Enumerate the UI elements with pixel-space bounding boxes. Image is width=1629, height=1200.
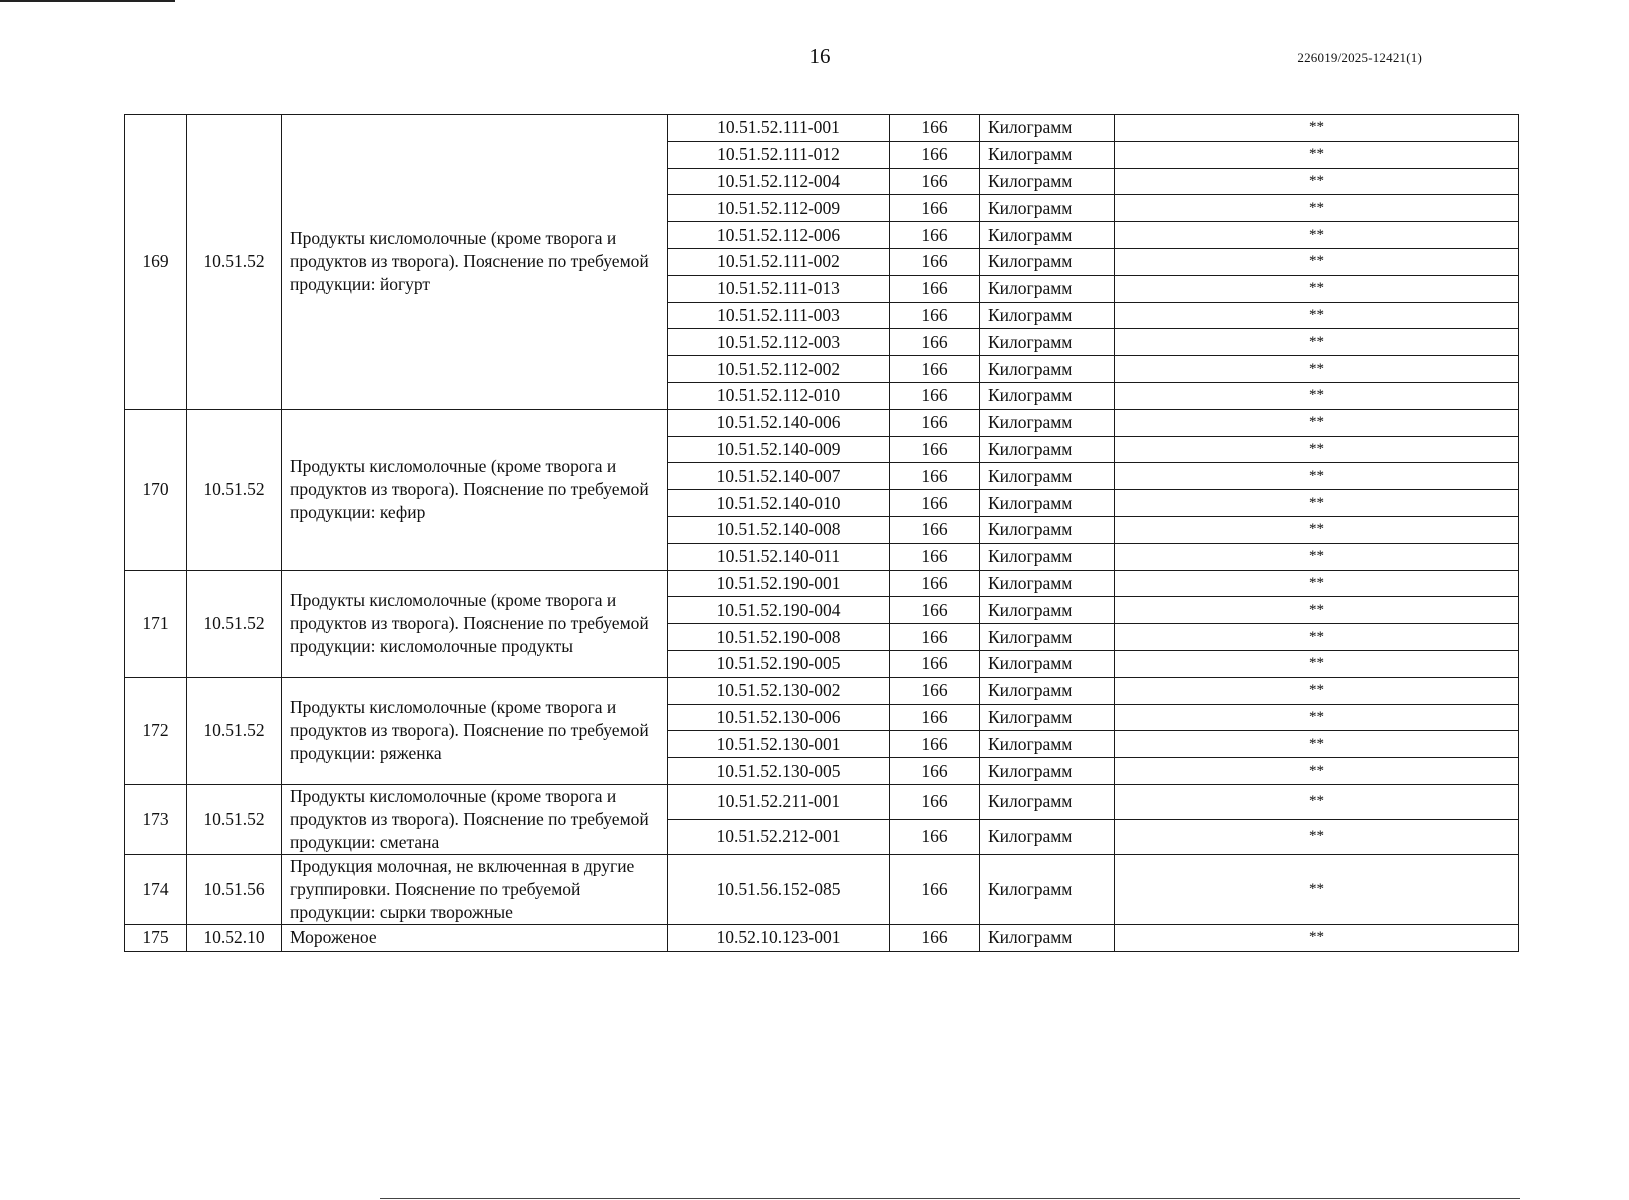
okei-code-cell: 166 [890,516,980,543]
quantity-mark-cell: ** [1115,356,1519,383]
table-row [125,115,1519,142]
quantity-mark-cell: ** [1115,115,1519,142]
quantity-mark-cell: ** [1115,275,1519,302]
ktru-code-cell: 10.51.52.140-008 [668,516,890,543]
okei-code-cell: 166 [890,302,980,329]
unit-cell: Килограмм [980,650,1115,677]
unit-cell: Килограмм [980,516,1115,543]
ktru-code-cell: 10.51.52.190-004 [668,597,890,624]
quantity-mark-cell: ** [1115,854,1519,924]
ktru-code-cell: 10.51.52.140-011 [668,543,890,570]
okei-code-cell: 166 [890,436,980,463]
product-name-cell: Продукты кисломолочные (кроме творога и продуктов из творога). Пояснение по требуемой продукции: кефир [282,409,668,570]
quantity-mark-cell: ** [1115,195,1519,222]
unit-cell: Килограмм [980,195,1115,222]
okei-code-cell: 166 [890,597,980,624]
ktru-code-cell: 10.51.52.112-009 [668,195,890,222]
unit-cell: Килограмм [980,819,1115,854]
unit-cell: Килограмм [980,248,1115,275]
okei-code-cell: 166 [890,677,980,704]
item-number-cell: 174 [125,854,187,924]
okei-code-cell: 166 [890,463,980,490]
unit-cell: Килограмм [980,436,1115,463]
ktru-code-cell: 10.52.10.123-001 [668,924,890,951]
ktru-code-cell: 10.51.52.130-006 [668,704,890,731]
unit-cell: Килограмм [980,570,1115,597]
okei-code-cell: 166 [890,819,980,854]
ktru-code-cell: 10.51.52.112-006 [668,222,890,249]
unit-cell: Килограмм [980,168,1115,195]
okei-code-cell: 166 [890,758,980,785]
okei-code-cell: 166 [890,329,980,356]
product-name-cell: Продукты кисломолочные (кроме творога и продуктов из творога). Пояснение по требуемой продукции: йогурт [282,115,668,410]
item-number-cell: 173 [125,784,187,854]
quantity-mark-cell: ** [1115,758,1519,785]
item-number-cell: 169 [125,115,187,410]
products-table [124,114,1519,952]
unit-cell: Килограмм [980,141,1115,168]
okei-code-cell: 166 [890,624,980,651]
quantity-mark-cell: ** [1115,516,1519,543]
ktru-code-cell: 10.51.52.130-001 [668,731,890,758]
quantity-mark-cell: ** [1115,248,1519,275]
unit-cell: Килограмм [980,677,1115,704]
item-number-cell: 175 [125,924,187,951]
quantity-mark-cell: ** [1115,704,1519,731]
unit-cell: Килограмм [980,758,1115,785]
quantity-mark-cell: ** [1115,409,1519,436]
ktru-code-cell: 10.51.52.111-002 [668,248,890,275]
okei-code-cell: 166 [890,704,980,731]
okei-code-cell: 166 [890,195,980,222]
ktru-code-cell: 10.51.52.112-002 [668,356,890,383]
ktru-code-cell: 10.51.52.211-001 [668,784,890,819]
unit-cell: Килограмм [980,382,1115,409]
quantity-mark-cell: ** [1115,463,1519,490]
table-row [125,854,1519,924]
okei-code-cell: 166 [890,275,980,302]
product-name-cell: Продукция молочная, не включенная в другие группировки. Пояснение по требуемой продукции: сырки творожные [282,854,668,924]
unit-cell: Килограмм [980,543,1115,570]
ktru-code-cell: 10.51.52.111-012 [668,141,890,168]
ktru-code-cell: 10.51.52.190-008 [668,624,890,651]
ktru-code-cell: 10.51.52.140-009 [668,436,890,463]
unit-cell: Килограмм [980,924,1115,951]
unit-cell: Килограмм [980,490,1115,517]
table-row [125,784,1519,819]
ktru-code-cell: 10.51.52.112-003 [668,329,890,356]
quantity-mark-cell: ** [1115,624,1519,651]
okei-code-cell: 166 [890,731,980,758]
unit-cell: Килограмм [980,784,1115,819]
ktru-code-cell: 10.51.52.112-010 [668,382,890,409]
quantity-mark-cell: ** [1115,731,1519,758]
ktru-code-cell: 10.51.52.212-001 [668,819,890,854]
unit-cell: Килограмм [980,854,1115,924]
quantity-mark-cell: ** [1115,597,1519,624]
table-row [125,570,1519,597]
okei-code-cell: 166 [890,409,980,436]
okpd-code-cell: 10.51.56 [187,854,282,924]
okei-code-cell: 166 [890,924,980,951]
unit-cell: Килограмм [980,731,1115,758]
product-name-cell: Продукты кисломолочные (кроме творога и продуктов из творога). Пояснение по требуемой продукции: сметана [282,784,668,854]
quantity-mark-cell: ** [1115,543,1519,570]
product-name-cell: Продукты кисломолочные (кроме творога и продуктов из творога). Пояснение по требуемой продукции: ряженка [282,677,668,784]
scan-edge-bottom [380,1198,1520,1199]
quantity-mark-cell: ** [1115,141,1519,168]
okpd-code-cell: 10.51.52 [187,115,282,410]
quantity-mark-cell: ** [1115,302,1519,329]
item-number-cell: 170 [125,409,187,570]
ktru-code-cell: 10.51.52.112-004 [668,168,890,195]
unit-cell: Килограмм [980,275,1115,302]
quantity-mark-cell: ** [1115,436,1519,463]
item-number-cell: 171 [125,570,187,677]
okei-code-cell: 166 [890,356,980,383]
okei-code-cell: 166 [890,490,980,517]
ktru-code-cell: 10.51.52.111-001 [668,115,890,142]
product-name-cell: Мороженое [282,924,668,951]
unit-cell: Килограмм [980,222,1115,249]
quantity-mark-cell: ** [1115,222,1519,249]
table-row [125,409,1519,436]
ktru-code-cell: 10.51.52.140-006 [668,409,890,436]
okei-code-cell: 166 [890,784,980,819]
product-name-cell: Продукты кисломолочные (кроме творога и продуктов из творога). Пояснение по требуемой продукции: кисломолочные продукты [282,570,668,677]
document-id: 226019/2025-12421(1) [1297,50,1422,65]
table-row [125,677,1519,704]
quantity-mark-cell: ** [1115,382,1519,409]
quantity-mark-cell: ** [1115,490,1519,517]
quantity-mark-cell: ** [1115,329,1519,356]
okpd-code-cell: 10.51.52 [187,409,282,570]
quantity-mark-cell: ** [1115,168,1519,195]
okei-code-cell: 166 [890,570,980,597]
unit-cell: Килограмм [980,463,1115,490]
unit-cell: Килограмм [980,115,1115,142]
okpd-code-cell: 10.52.10 [187,924,282,951]
okei-code-cell: 166 [890,115,980,142]
okei-code-cell: 166 [890,543,980,570]
okpd-code-cell: 10.51.52 [187,784,282,854]
okei-code-cell: 166 [890,168,980,195]
unit-cell: Килограмм [980,356,1115,383]
okei-code-cell: 166 [890,854,980,924]
page-number: 16 [809,44,831,68]
ktru-code-cell: 10.51.52.111-013 [668,275,890,302]
okei-code-cell: 166 [890,650,980,677]
products-table-body [125,115,1519,952]
okei-code-cell: 166 [890,248,980,275]
item-number-cell: 172 [125,677,187,784]
quantity-mark-cell: ** [1115,819,1519,854]
unit-cell: Килограмм [980,329,1115,356]
ktru-code-cell: 10.51.52.130-005 [668,758,890,785]
table-row [125,924,1519,951]
okpd-code-cell: 10.51.52 [187,570,282,677]
ktru-code-cell: 10.51.52.140-007 [668,463,890,490]
okpd-code-cell: 10.51.52 [187,677,282,784]
unit-cell: Килограмм [980,302,1115,329]
ktru-code-cell: 10.51.52.190-005 [668,650,890,677]
ktru-code-cell: 10.51.56.152-085 [668,854,890,924]
ktru-code-cell: 10.51.52.190-001 [668,570,890,597]
quantity-mark-cell: ** [1115,784,1519,819]
quantity-mark-cell: ** [1115,570,1519,597]
unit-cell: Килограмм [980,704,1115,731]
unit-cell: Килограмм [980,409,1115,436]
okei-code-cell: 166 [890,382,980,409]
okei-code-cell: 166 [890,141,980,168]
quantity-mark-cell: ** [1115,924,1519,951]
ktru-code-cell: 10.51.52.140-010 [668,490,890,517]
scan-edge-top [0,0,175,2]
ktru-code-cell: 10.51.52.111-003 [668,302,890,329]
quantity-mark-cell: ** [1115,677,1519,704]
unit-cell: Килограмм [980,624,1115,651]
ktru-code-cell: 10.51.52.130-002 [668,677,890,704]
okei-code-cell: 166 [890,222,980,249]
unit-cell: Килограмм [980,597,1115,624]
quantity-mark-cell: ** [1115,650,1519,677]
